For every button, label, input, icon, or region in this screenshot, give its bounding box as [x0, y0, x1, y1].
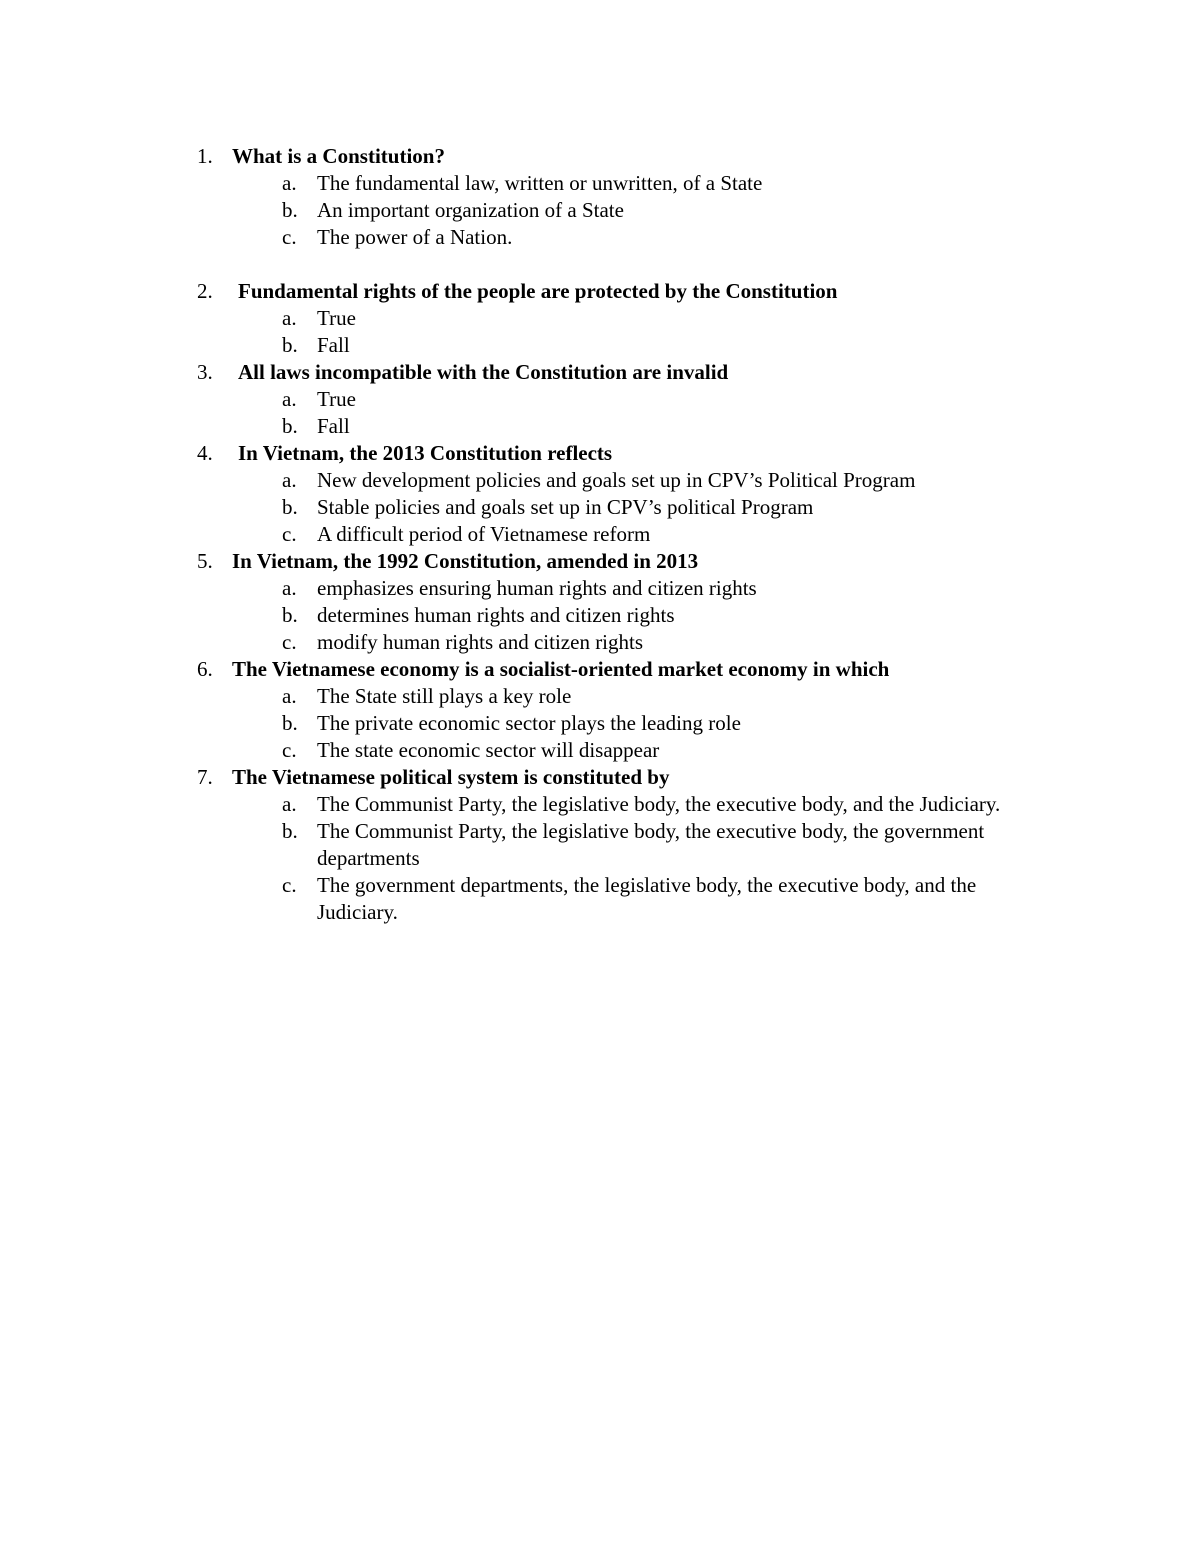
- option-item: [0, 467, 1037, 494]
- question-text: Fundamental rights of the people are protected by the Constitution: [238, 279, 838, 303]
- option-text: The government departments, the legislative body, the executive body, and the Judiciary.: [317, 873, 977, 924]
- option-letter: c.: [282, 738, 297, 762]
- option-letter: c.: [282, 225, 297, 249]
- question-number: 2.: [197, 279, 213, 303]
- option-letter: c.: [282, 630, 297, 654]
- option-letter: a.: [282, 792, 297, 816]
- question-text: The Vietnamese political system is constituted by: [232, 765, 670, 789]
- option-item: [0, 197, 1037, 224]
- option-text: The private economic sector plays the leading role: [317, 711, 741, 735]
- option-letter: a.: [282, 387, 297, 411]
- option-text: True: [317, 387, 356, 411]
- question-text: All laws incompatible with the Constitution are invalid: [238, 360, 729, 384]
- option-text: True: [317, 306, 356, 330]
- option-item: [0, 575, 1037, 602]
- option-letter: b.: [282, 603, 298, 627]
- option-letter: b.: [282, 819, 298, 843]
- option-text: New development policies and goals set up in CPV’s Political Program: [317, 468, 916, 492]
- question-5: [0, 548, 1200, 656]
- option-letter: c.: [282, 873, 297, 897]
- question-number: 1.: [197, 144, 213, 168]
- option-item: [0, 305, 1037, 332]
- option-letter: b.: [282, 333, 298, 357]
- option-letter: a.: [282, 306, 297, 330]
- option-text: The power of a Nation.: [317, 225, 513, 249]
- question-text: What is a Constitution?: [232, 144, 445, 168]
- option-item: [0, 413, 1037, 440]
- option-item: [0, 791, 1037, 818]
- option-text: The fundamental law, written or unwritten, of a State: [317, 171, 763, 195]
- question-text: In Vietnam, the 2013 Constitution reflects: [238, 441, 613, 465]
- question-7: [0, 764, 1200, 926]
- option-text: Fall: [317, 414, 350, 438]
- option-item: [0, 737, 1037, 764]
- option-text: The Communist Party, the legislative body, the executive body, the government departments: [317, 819, 985, 870]
- option-text: Fall: [317, 333, 350, 357]
- option-letter: b.: [282, 198, 298, 222]
- option-item: [0, 521, 1037, 548]
- option-text: The Communist Party, the legislative body, the executive body, and the Judiciary.: [317, 792, 1001, 816]
- question-number: 4.: [197, 441, 213, 465]
- option-text: The state economic sector will disappear: [317, 738, 660, 762]
- option-text: determines human rights and citizen rights: [317, 603, 675, 627]
- option-item: [0, 710, 1037, 737]
- option-item: [0, 332, 1037, 359]
- option-letter: a.: [282, 684, 297, 708]
- option-letter: b.: [282, 711, 298, 735]
- option-item: [0, 386, 1037, 413]
- question-text: The Vietnamese economy is a socialist-oriented market economy in which: [232, 657, 890, 681]
- option-item: [0, 818, 1037, 872]
- option-item: [0, 872, 1037, 926]
- option-letter: a.: [282, 468, 297, 492]
- option-text: modify human rights and citizen rights: [317, 630, 644, 654]
- option-letter: b.: [282, 414, 298, 438]
- option-letter: a.: [282, 171, 297, 195]
- option-item: [0, 629, 1037, 656]
- option-letter: c.: [282, 522, 297, 546]
- option-item: [0, 224, 1037, 251]
- option-item: [0, 602, 1037, 629]
- option-letter: b.: [282, 495, 298, 519]
- question-4: [0, 440, 1200, 548]
- question-number: 5.: [197, 549, 213, 573]
- document-body: [0, 143, 1200, 926]
- question-2: [0, 278, 1200, 359]
- option-item: [0, 683, 1037, 710]
- option-text: A difficult period of Vietnamese reform: [317, 522, 651, 546]
- option-text: Stable policies and goals set up in CPV’s political Program: [317, 495, 814, 519]
- option-text: emphasizes ensuring human rights and citizen rights: [317, 576, 757, 600]
- question-number: 6.: [197, 657, 213, 681]
- question-1: [0, 143, 1200, 251]
- blank-line: [0, 251, 1200, 278]
- option-text: The State still plays a key role: [317, 684, 572, 708]
- option-text: An important organization of a State: [317, 198, 624, 222]
- question-text: In Vietnam, the 1992 Constitution, amended in 2013: [232, 549, 699, 573]
- option-item: [0, 170, 1037, 197]
- question-number: 7.: [197, 765, 213, 789]
- question-3: [0, 359, 1200, 440]
- question-6: [0, 656, 1200, 764]
- option-item: [0, 494, 1037, 521]
- question-number: 3.: [197, 360, 213, 384]
- option-letter: a.: [282, 576, 297, 600]
